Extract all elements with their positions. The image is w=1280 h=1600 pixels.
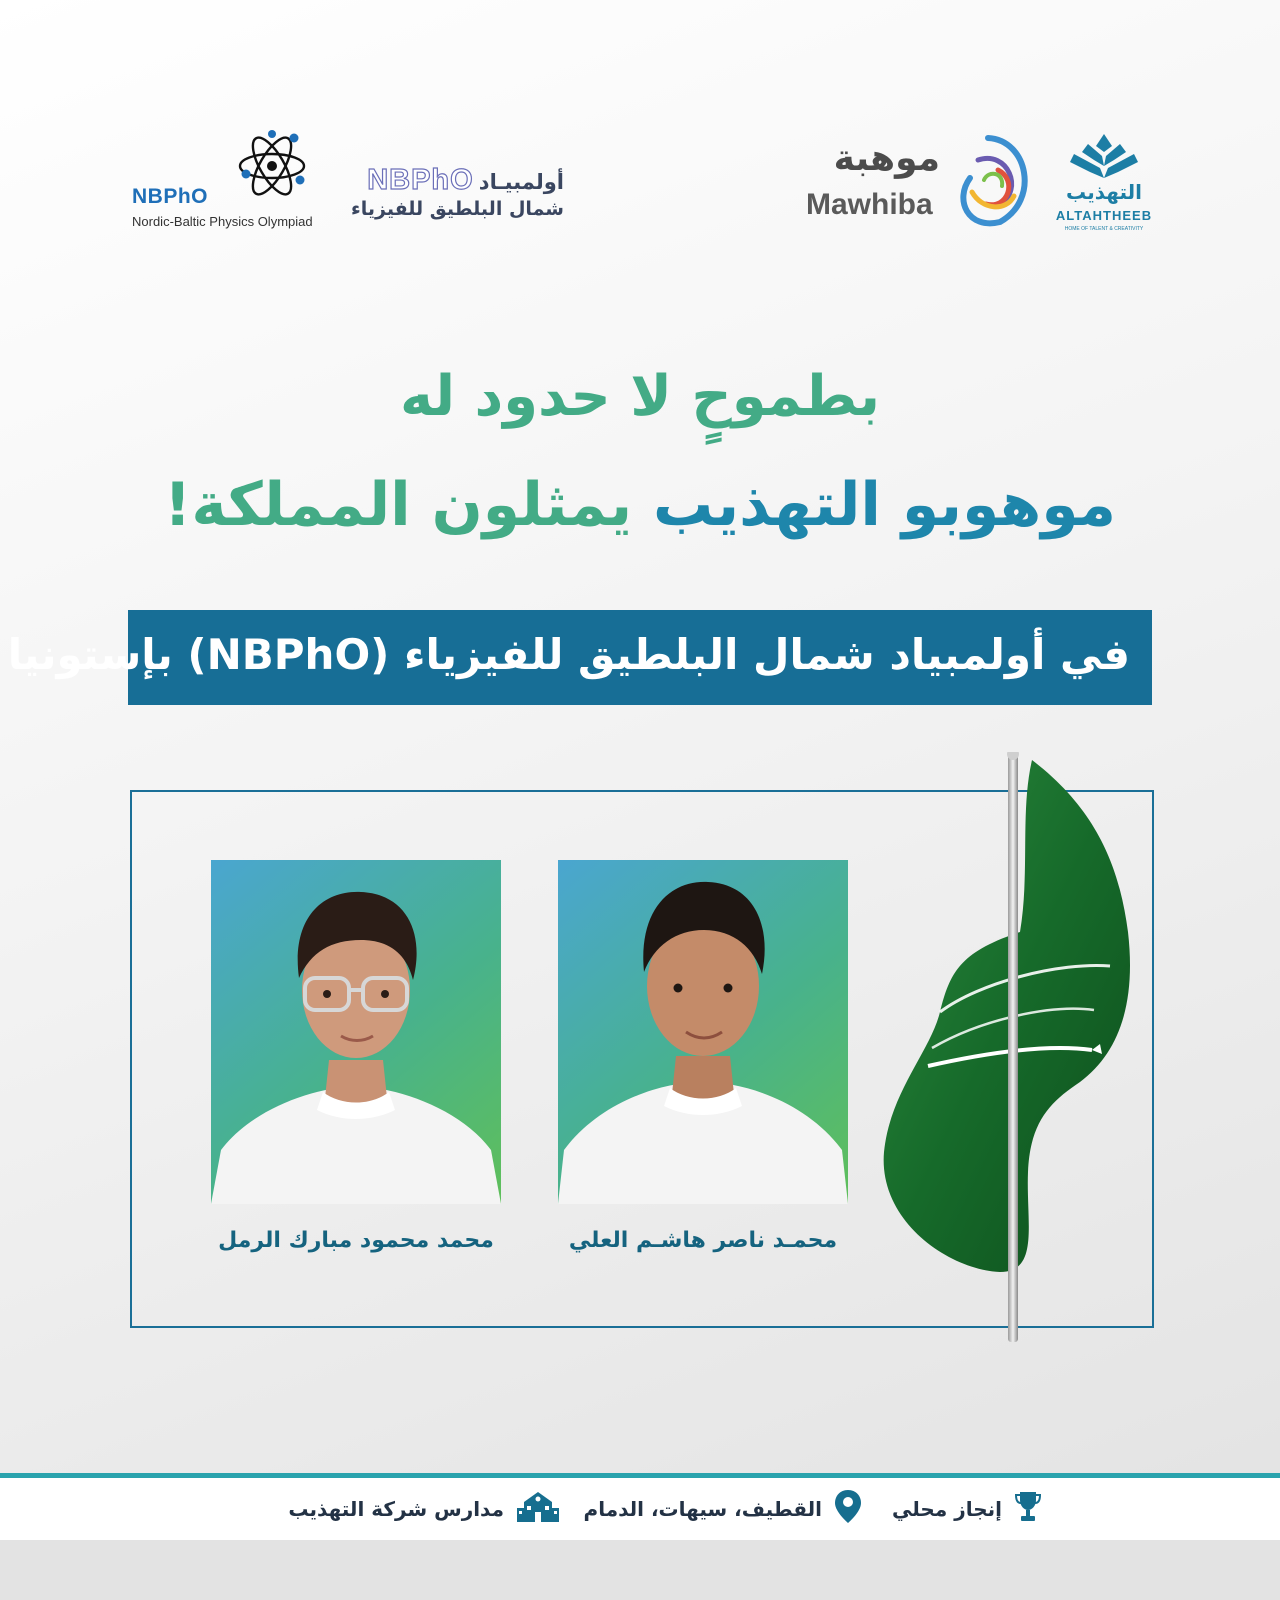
footer-item-schools <box>288 1492 560 1526</box>
olympiad-logo-line1 <box>346 164 564 197</box>
atom-icon <box>236 128 308 204</box>
student-photo-1 <box>211 860 501 1204</box>
student-portrait-1 <box>211 860 501 1204</box>
headline-highlight: موهوبو التهذيب <box>653 470 1116 540</box>
footer-locations-label: القطيف، سيهات، الدمام <box>583 1497 822 1521</box>
location-pin-icon <box>834 1489 862 1529</box>
student-portrait-2 <box>558 860 848 1204</box>
headline-line1: بطموحٍ لا حدود له <box>399 364 881 429</box>
footer-bar <box>0 1478 1280 1540</box>
student-name-1: محمد محمود مبارك الرمل <box>218 1228 494 1253</box>
nbpho-logo-text: NBPhO <box>132 185 208 208</box>
altahtheeb-logo-icon <box>1066 132 1142 184</box>
olympiad-logo-arabic: أولمبيـاد <box>478 170 564 194</box>
olympiad-logo-line2: شمال البلطيق للفيزياء <box>351 198 564 220</box>
mawhiba-logo-arabic: موهبة <box>833 138 940 179</box>
student-name-2: محمـد ناصر هاشـم العلي <box>568 1228 838 1253</box>
headline-line2 <box>100 470 1180 540</box>
student-photo-2 <box>558 860 848 1204</box>
mawhiba-logo-english: Mawhiba <box>806 188 933 221</box>
footer-schools-label: مدارس شركة التهذيب <box>288 1497 504 1521</box>
nbpho-logo-subtitle: Nordic-Baltic Physics Olympiad <box>132 214 313 229</box>
olympiad-banner <box>7 610 1152 705</box>
saudi-flag <box>880 752 1150 1342</box>
footer-achievement-label: إنجاز محلي <box>892 1497 1002 1521</box>
headline-rest: يمثلون المملكة! <box>164 470 633 540</box>
olympiad-logo-latin: NBPhO <box>367 164 474 196</box>
trophy-icon <box>1014 1490 1042 1528</box>
footer-item-locations <box>584 1492 862 1526</box>
altahtheeb-logo-arabic: التهذيب <box>1066 180 1142 204</box>
footer-item-achievement <box>892 1492 1042 1526</box>
altahtheeb-logo-english: ALTAHTHEEB <box>1055 208 1153 223</box>
banner-text: في أولمبياد شمال البلطيق للفيزياء (NBPhO) بإستونيا <box>7 630 1130 679</box>
footer-bottom-strip <box>0 1540 1280 1600</box>
school-building-icon <box>516 1490 560 1528</box>
altahtheeb-logo-tagline: HOME OF TALENT & CREATIVITY <box>1064 226 1144 232</box>
mawhiba-logo-icon <box>948 130 1038 230</box>
